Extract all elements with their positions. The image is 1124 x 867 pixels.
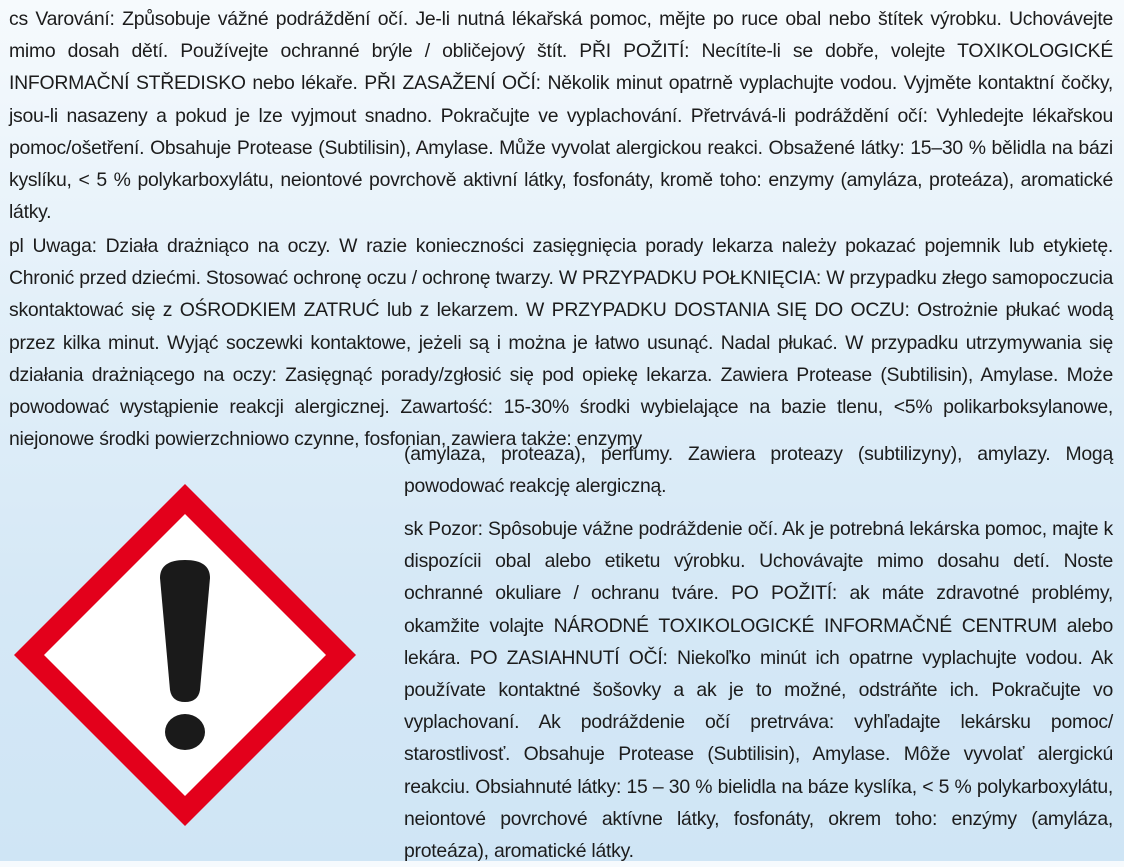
pl-ingredients-heading: Zawartość: [400, 396, 493, 419]
pl-warning-heading: Uwaga: [32, 235, 97, 257]
cs-warning-text: Způsobuje vážné podráždění očí. Je-li nutná lékařská pomoc, mějte po ruce obal nebo štítek výrobku. Uchovávejte mimo dosah dětí. Používejte ochranné brýle / obličejový štít. PŘI POŽITÍ: Necítíte-li se dobře, volejte TOXIKOLOGICKÉ INFORMAČNÍ STŘEDISKO nebo lékaře. PŘI ZASAŽENÍ OČÍ: Několik minut opatrně vyplachujte vodou. Vyjměte kontaktní čočky, jsou-li nasazeny a pokud je lze vyjmout snadno. Pokračujte ve vyplachování. Přetrvává-li podráždění očí: Vyhledejte lékařskou pomoc/ošetření. Obsahuje Protease (Subtilisin), Amylase. Může vyvolat alergickou reakci. [9, 8, 1114, 159]
cs-ingredients-heading: Obsažené látky: [768, 136, 905, 159]
slovak-warning-paragraph [404, 513, 1113, 867]
sk-ingredients-heading: Obsiahnuté látky: [475, 775, 622, 798]
polish-warning-paragraph [9, 230, 1113, 455]
sk-warning-text: Spôsobuje vážne podráždenie očí. Ak je potrebná lekárska pomoc, majte k dispozícii obal alebo etiketu výrobku. Uchovávajte mimo dosahu detí. Noste ochranné okuliare / ochranu tváre. PO POŽITÍ: ak máte zdravotné problémy, okamžite volajte NÁRODNÉ TOXIKOLOGICKÉ INFORMAČNÉ CENTRUM alebo lekára. PO ZASIAHNUTÍ OČÍ: Niekoľko minút ich opatrne vyplachujte vodou. Ak používate kontaktné šošovky a ak je to možné, odstráňte ich. Pokračujte vo vyplachovaní. Ak podráždenie očí pretrváva: vyhľadajte lekársku pomoc/ starostlivosť. Obsahuje Protease (Subtilisin), Amylase. Môže vyvolať alergickú reakciu. [404, 518, 1113, 798]
cs-language-code: cs [9, 8, 28, 30]
exclamation-dot-icon [165, 714, 205, 750]
sk-ingredients-text: 15 – 30 % bielidla na báze kyslíka, < 5 % polykarboxylátu, neiontové povrchové aktívne látky, fosfonáty, okrem toho: enzýmy (amyláza, proteáza), aromatické látky. [404, 775, 1114, 863]
exclamation-mark-ghs07-icon [10, 480, 360, 830]
pl-ingredients-text-continued: (amylaza, proteaza), perfumy. Zawiera proteazy (subtilizyny), amylazy. Mogą powodować reakcję alergiczną. [404, 443, 1113, 498]
pl-language-code: pl [9, 235, 24, 257]
czech-warning-paragraph [9, 3, 1113, 228]
cs-ingredients-text: 15–30 % bělidla na bázi kyslíku, < 5 % polykarboxylátu, neiontové povrchově aktivní látky, fosfonáty, kromě toho: enzymy (amyláza, proteáza), aromatické látky. [9, 136, 1113, 224]
sk-warning-heading: Pozor: [428, 518, 483, 540]
pl-ingredients-text: 15-30% środki wybielające na bazie tlenu, <5% polikarboksylanowe, niejonowe środki powierzchniowo czynne, fosfonian, zawiera także: enzymy [9, 396, 1114, 451]
polish-warning-continuation [404, 438, 1113, 502]
sk-language-code: sk [404, 518, 423, 540]
pl-warning-text: Działa drażniąco na oczy. W razie konieczności zasięgnięcia porady lekarza należy pokazać pojemnik lub etykietę. Chronić przed dziećmi. Stosować ochronę oczu / ochronę twarzy. W PRZYPADKU POŁKNIĘCIA: W przypadku złego samopoczucia skontaktować się z OŚRODKIEM ZATRUĆ lub z lekarzem. W PRZYPADKU DOSTANIA SIĘ DO OCZU: Ostrożnie płukać wodą przez kilka minut. Wyjąć soczewki kontaktowe, jeżeli są i można je łatwo usunąć. Nadal płukać. W przypadku utrzymywania się działania drażniącego na oczy: Zasięgnąć porady/zgłosić się pod opiekę lekarza. Zawiera Protease (Subtilisin), Amylase. Może powodować wystąpienie reakcji alergicznej. [9, 235, 1113, 419]
cs-warning-heading: Varování: [35, 8, 115, 30]
